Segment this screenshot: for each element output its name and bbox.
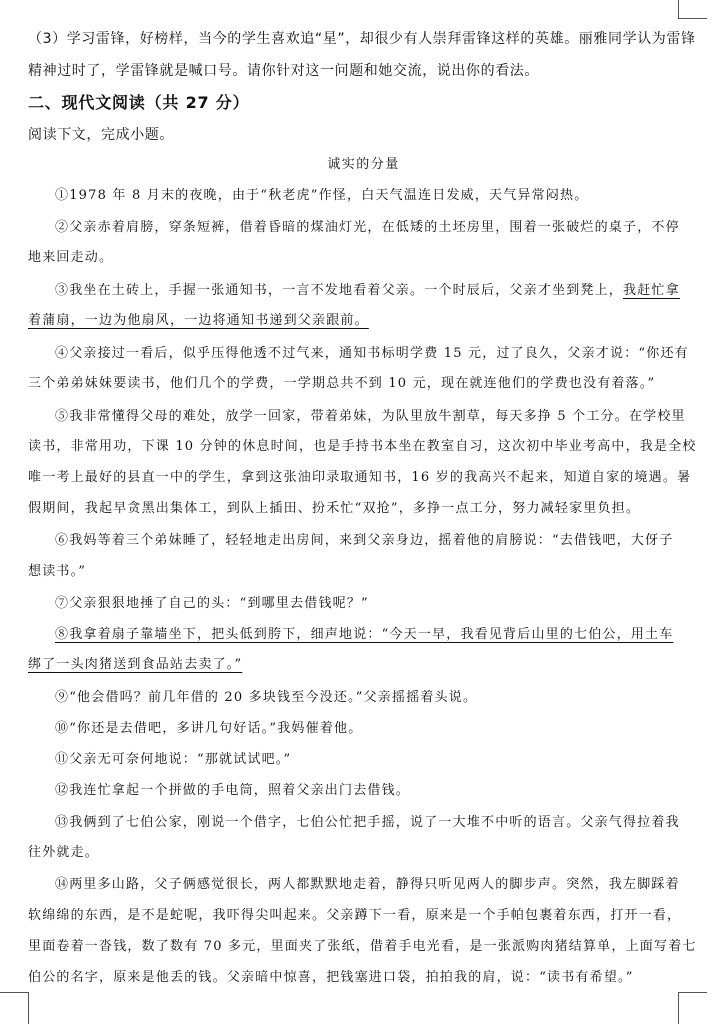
paragraph-4-line-2: 三个弟弟妹妹要读书，他们几个的学费，一学期总共不到 10 元，现在就连他们的学费也没有着落。” (28, 376, 656, 391)
paragraph-9: ⑨“他会借吗？前几年借的 20 多块钱至今没还。”父亲摇摇着头说。 (55, 690, 478, 705)
paragraph-8-line-1-underlined: ⑧我拿着扇子靠墙坐下，把头低到胯下，细声地说：“今天一早，我看见背后山里的七伯公，用土车 (55, 627, 674, 642)
crop-mark-bottom-right (678, 992, 707, 1024)
paragraph-3-underlined-start: 我赶忙拿 (623, 283, 680, 298)
question-line-2: 精神过时了，学雷锋就是喊口号。请你针对这一问题和她交流，说出你的看法。 (28, 63, 539, 79)
paragraph-6-line-1: ⑥我妈等着三个弟妹睡了，轻轻地走出房间，来到父亲身边，摇着他的肩膀说：“去借钱吧，大伢子 (55, 533, 674, 548)
paragraph-13-line-1: ⑬我俩到了七伯公家，刚说一个借字，七伯公忙把手摇，说了一大堆不中听的语言。父亲气得拉着我 (55, 815, 680, 830)
crop-mark-top-right (678, 0, 707, 19)
paragraph-5-line-2: 读书，非常用功，下课 10 分钟的休息时间，也是手持书本坐在教室自习，这次初中毕业考高中，我是全校 (28, 439, 697, 454)
paragraph-12: ⑫我连忙拿起一个拼做的手电筒，照着父亲出门去借钱。 (55, 783, 411, 798)
paragraph-5-line-4: 假期间，我起早贪黑出集体工，到队上插田、扮禾忙“双抢”，多挣一点工分，努力减轻家里负担。 (28, 501, 641, 516)
paragraph-14-line-2: 软绵绵的东西，是不是蛇呢，我吓得尖叫起来。父亲蹲下一看，原来是一个手帕包裹着东西，打开一看， (28, 908, 682, 923)
paragraph-2-line-1: ②父亲赤着肩膀，穿条短裤，借着昏暗的煤油灯光，在低矮的土坯房里，围着一张破烂的桌子，不停 (55, 220, 680, 235)
paragraph-8-line-2-underlined: 绑了一头肉猪送到食品站去卖了。” (28, 657, 243, 672)
paragraph-14-line-4: 伯公的名字，原来是他丢的钱。父亲暗中惊喜，把钱塞进口袋，拍拍我的肩，说：“读书有希望。” (28, 970, 634, 985)
crop-mark-bottom-left (0, 992, 29, 1024)
question-line-1: （3）学习雷锋，好榜样，当今的学生喜欢追“星”，却很少有人崇拜雷锋这样的英雄。丽雅同学认为雷锋 (28, 31, 696, 47)
paragraph-2-line-2: 地来回走动。 (28, 250, 114, 265)
paragraph-6-line-2: 想读书。” (28, 564, 87, 579)
paragraph-10: ⑩“你还是去借吧，多讲几句好话。”我妈催着他。 (55, 721, 363, 736)
paragraph-3-line-2-underlined: 着蒲扇，一边为他扇风，一边将通知书递到父亲跟前。 (28, 313, 369, 328)
paragraph-14-line-1: ⑭两里多山路，父子俩感觉很长，两人都默默地走着，静得只听见两人的脚步声。突然，我左脚踩着 (55, 877, 680, 892)
paragraph-11: ⑪父亲无可奈何地说：“那就试试吧。” (55, 752, 292, 767)
paragraph-14-line-3: 里面卷着一沓钱，数了数有 70 多元，里面夹了张纸，借着手电光看，是一张派购肉猪结算单，上面写着七 (28, 939, 697, 954)
paragraph-1: ①1978 年 8 月末的夜晚，由于“秋老虎”作怪，白天气温连日发威，天气异常闷热。 (55, 188, 589, 203)
paragraph-4-line-1: ④父亲接过一看后，似乎压得他透不过气来，通知书标明学费 15 元，过了良久，父亲才说：“你还有 (55, 346, 689, 361)
paragraph-5-line-1: ⑤我非常懂得父母的难处，放学一回家，带着弟妹，为队里放牛割草，每天多挣 5 个工分。在学校里 (55, 409, 686, 424)
article-title: 诚实的分量 (327, 157, 400, 172)
section-heading: 二、现代文阅读（共 27 分） (28, 93, 250, 112)
paragraph-13-line-2: 往外就走。 (28, 845, 100, 860)
paragraph-7: ⑦父亲狠狠地捶了自己的头：“到哪里去借钱呢？” (55, 596, 369, 611)
paragraph-3-line-1 (55, 279, 700, 298)
paragraph-3-line-1-text: ③我坐在土砖上，手握一张通知书，一言不发地看着父亲。一个时辰后，父亲才坐到凳上， (55, 283, 624, 298)
paragraph-5-line-3: 唯一考上最好的县直一中的学生，拿到这张油印录取通知书，16 岁的我高兴不起来，知道自家的境遇。暑 (28, 470, 692, 485)
section-instruction: 阅读下文，完成小题。 (28, 127, 174, 143)
